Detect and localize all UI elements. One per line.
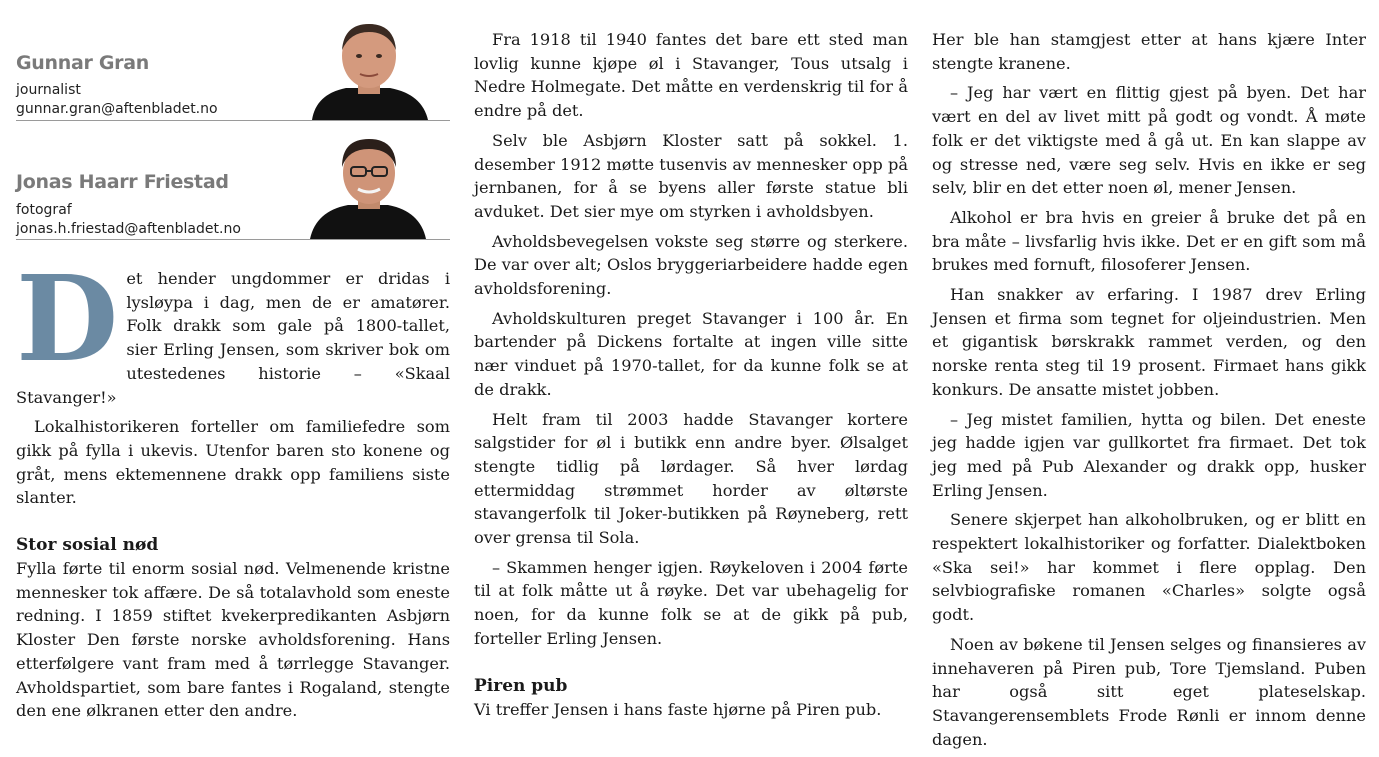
paragraph: Her ble han stamgjest etter at hans kjære Inter stengte kranene. xyxy=(932,30,1366,73)
drop-cap: D xyxy=(16,249,119,388)
byline-email[interactable]: jonas.h.friestad@aftenbladet.no xyxy=(16,221,241,237)
byline-name: Gunnar Gran xyxy=(16,52,149,74)
byline-role: journalist xyxy=(16,82,81,98)
column-1 xyxy=(16,0,450,729)
article-text-col1 xyxy=(16,249,450,723)
paragraph: Selv ble Asbjørn Kloster satt på sokkel. 1. desember 1912 møtte tusenvis av mennesker opp på jernbanen, for å se byens aller første statue bli avduket. Det sier mye om styrken i avholdsbyen. xyxy=(474,130,908,221)
subheading: Stor sosial nød xyxy=(16,535,159,556)
byline-photographer xyxy=(16,121,450,240)
paragraph: – Jeg mistet familien, hytta og bilen. Det eneste jeg hadde igjen var gullkortet fra firmaet. Det tok jeg med på Pub Alexander og drakk opp, husker Erling Jensen. xyxy=(932,409,1366,500)
byline-name: Jonas Haarr Friestad xyxy=(16,171,229,193)
paragraph: – Skammen henger igjen. Røykeloven i 2004 førte til at folk måtte ut å røyke. Det var ubehagelig for noen, for da kunne folk se at de gikk på pub, forteller Erling Jensen. xyxy=(474,557,908,648)
article-text-col3 xyxy=(932,28,1366,751)
lead-text: et hender ungdommer er dridas i lysløypa i dag, men de er amatører. Folk drakk som gale på 1800-tallet, sier Erling Jensen, som skriver bok om utestedenes historie – «Skaal Stavanger!» xyxy=(16,269,450,407)
photographer-portrait xyxy=(302,131,434,239)
byline-role: fotograf xyxy=(16,202,72,218)
paragraph: Fra 1918 til 1940 fantes det bare ett sted man lovlig kunne kjøpe øl i Stavanger, Tous utsalg i Nedre Holmegate. Det måtte en verdenskrig til for å endre på det. xyxy=(474,30,908,121)
byline-journalist xyxy=(16,0,450,121)
byline-email[interactable]: gunnar.gran@aftenbladet.no xyxy=(16,101,218,117)
paragraph: Lokalhistorikeren forteller om familiefedre som gikk på fylla i ukevis. Utenfor baren sto konene og gråt, mens ektemennene drakk opp familiens siste slanter. xyxy=(16,417,450,508)
paragraph: Alkohol er bra hvis en greier å bruke det på en bra måte – livsfarlig hvis ikke. Det er en gift som må brukes med fornuft, filosoferer Jensen. xyxy=(932,207,1366,275)
subheading: Piren pub xyxy=(474,675,568,696)
journalist-portrait xyxy=(302,18,434,120)
column-2 xyxy=(474,0,908,727)
lead-paragraph xyxy=(16,249,450,409)
paragraph: Noen av bøkene til Jensen selges og finansieres av innehaveren på Piren pub, Tore Tjemsland. Puben har også sitt eget plateselskap. Stavangerensemblets Frode Rønli er innom denne dagen. xyxy=(932,634,1366,749)
article-text-col2 xyxy=(474,28,908,721)
paragraph: Helt fram til 2003 hadde Stavanger kortere salgstider for øl i butikk enn andre byer. Ølsalget stengte tidlig på lørdager. Så hver lørdag ettermiddag strømmet horder av øltørste stavangerfolk til Joker-butikken på Røyneberg, rett over grensa til Sola. xyxy=(474,409,908,548)
paragraph: Senere skjerpet han alkoholbruken, og er blitt en respektert lokalhistoriker og forfatter. Dialektboken «Ska sei!» har kommet i flere opplag. Den selvbiografiske romanen «Charles» solgte også godt. xyxy=(932,510,1366,625)
paragraph: Vi treffer Jensen i hans faste hjørne på Piren pub. xyxy=(474,699,882,719)
paragraph: Fylla førte til enorm sosial nød. Velmenende kristne mennesker tok affære. De så totalavhold som eneste redning. I 1859 stiftet kvekerpredikanten Asbjørn Kloster Den første norske avholdsforening. Hans etterfølgere vant fram med å tørrlegge Stavanger. Avholdspartiet, som bare fantes i Rogaland, stengte den ene ølkranen etter den andre. xyxy=(16,559,450,721)
paragraph: Avholdsbevegelsen vokste seg større og sterkere. De var over alt; Oslos bryggeriarbeidere hadde egen avholdsforening. xyxy=(474,231,908,299)
paragraph: Avholdskulturen preget Stavanger i 100 år. En bartender på Dickens fortalte at ingen ville sitte nær vinduet på 1970-tallet, for da kunne folk se at de drakk. xyxy=(474,308,908,399)
column-3 xyxy=(932,0,1366,757)
paragraph: – Jeg har vært en flittig gjest på byen. Det har vært en del av livet mitt på godt og vondt. Å møte folk er det viktigste med å gå ut. En kan slappe av og stresse ned, være seg selv. Hvis en ikke er seg selv, blir en det etter noen øl, mener Jensen. xyxy=(932,83,1366,198)
paragraph: Han snakker av erfaring. I 1987 drev Erling Jensen et firma som tegnet for oljeindustrien. Men et gigantisk børskrakk rammet verden, og den norske renta steg til 19 prosent. Firmaet hans gikk konkurs. De ansatte mistet jobben. xyxy=(932,285,1366,399)
